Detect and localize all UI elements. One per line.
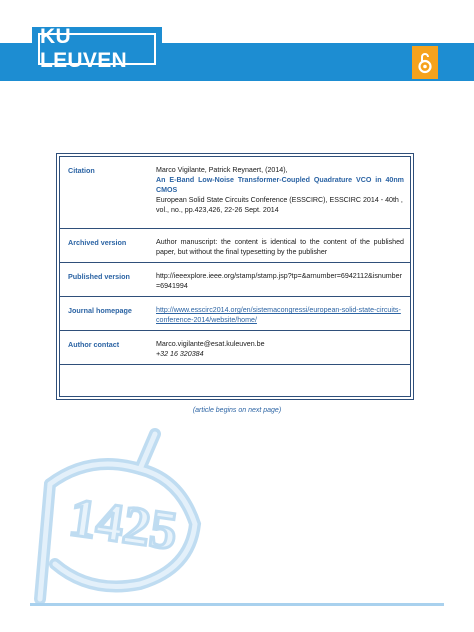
contact-label: Author contact: [68, 340, 120, 349]
citation-title[interactable]: An E-Band Low-Noise Transformer-Coupled Quadrature VCO in 40nm CMOS: [156, 176, 404, 194]
published-label: Published version: [68, 272, 130, 281]
published-url[interactable]: http://ieeexplore.ieee.org/stamp/stamp.jsp?tp=&arnumber=6942112&isnumber=6941994: [156, 272, 402, 290]
archived-label: Archived version: [68, 238, 127, 247]
logo-text: KU LEUVEN: [40, 25, 127, 72]
citation-row: [60, 157, 410, 229]
citation-venue: European Solid State Circuits Conference (ESSCIRC), ESSCIRC 2014 - 40th , vol., no., pp.423,426, 22-26 Sept. 2014: [156, 196, 403, 214]
ku-leuven-logo: [32, 27, 162, 71]
contact-row: [60, 331, 410, 365]
journal-url[interactable]: http://www.esscirc2014.org/en/sistemacongressi/european-solid-state-circuits-conference-2014/website/home/: [156, 306, 401, 324]
empty-row: [60, 365, 410, 398]
logo-frame: [38, 25, 156, 72]
metadata-table: [56, 153, 414, 400]
journal-label: Journal homepage: [68, 306, 132, 315]
open-access-icon: [412, 46, 438, 79]
metadata-table-inner: [59, 156, 411, 397]
citation-authors: Marco Vigilante, Patrick Reynaert, (2014),: [156, 166, 288, 174]
article-begins-note: (article begins on next page): [192, 407, 282, 414]
contact-email[interactable]: Marco.vigilante@esat.kuleuven.be: [156, 340, 265, 348]
contact-value: [156, 331, 410, 364]
published-row: [60, 263, 410, 297]
journal-row: [60, 297, 410, 331]
archived-value: Author manuscript: the content is identical to the content of the published paper, but without the final typesetting by the publisher: [156, 238, 404, 256]
contact-phone: +32 16 320384: [156, 350, 204, 358]
ku-leuven-seal-watermark: [30, 424, 205, 604]
archived-row: [60, 229, 410, 263]
footer-line: [30, 603, 444, 606]
citation-label: Citation: [68, 166, 95, 175]
citation-value: [156, 157, 410, 228]
seal-number: 1425: [65, 486, 182, 562]
